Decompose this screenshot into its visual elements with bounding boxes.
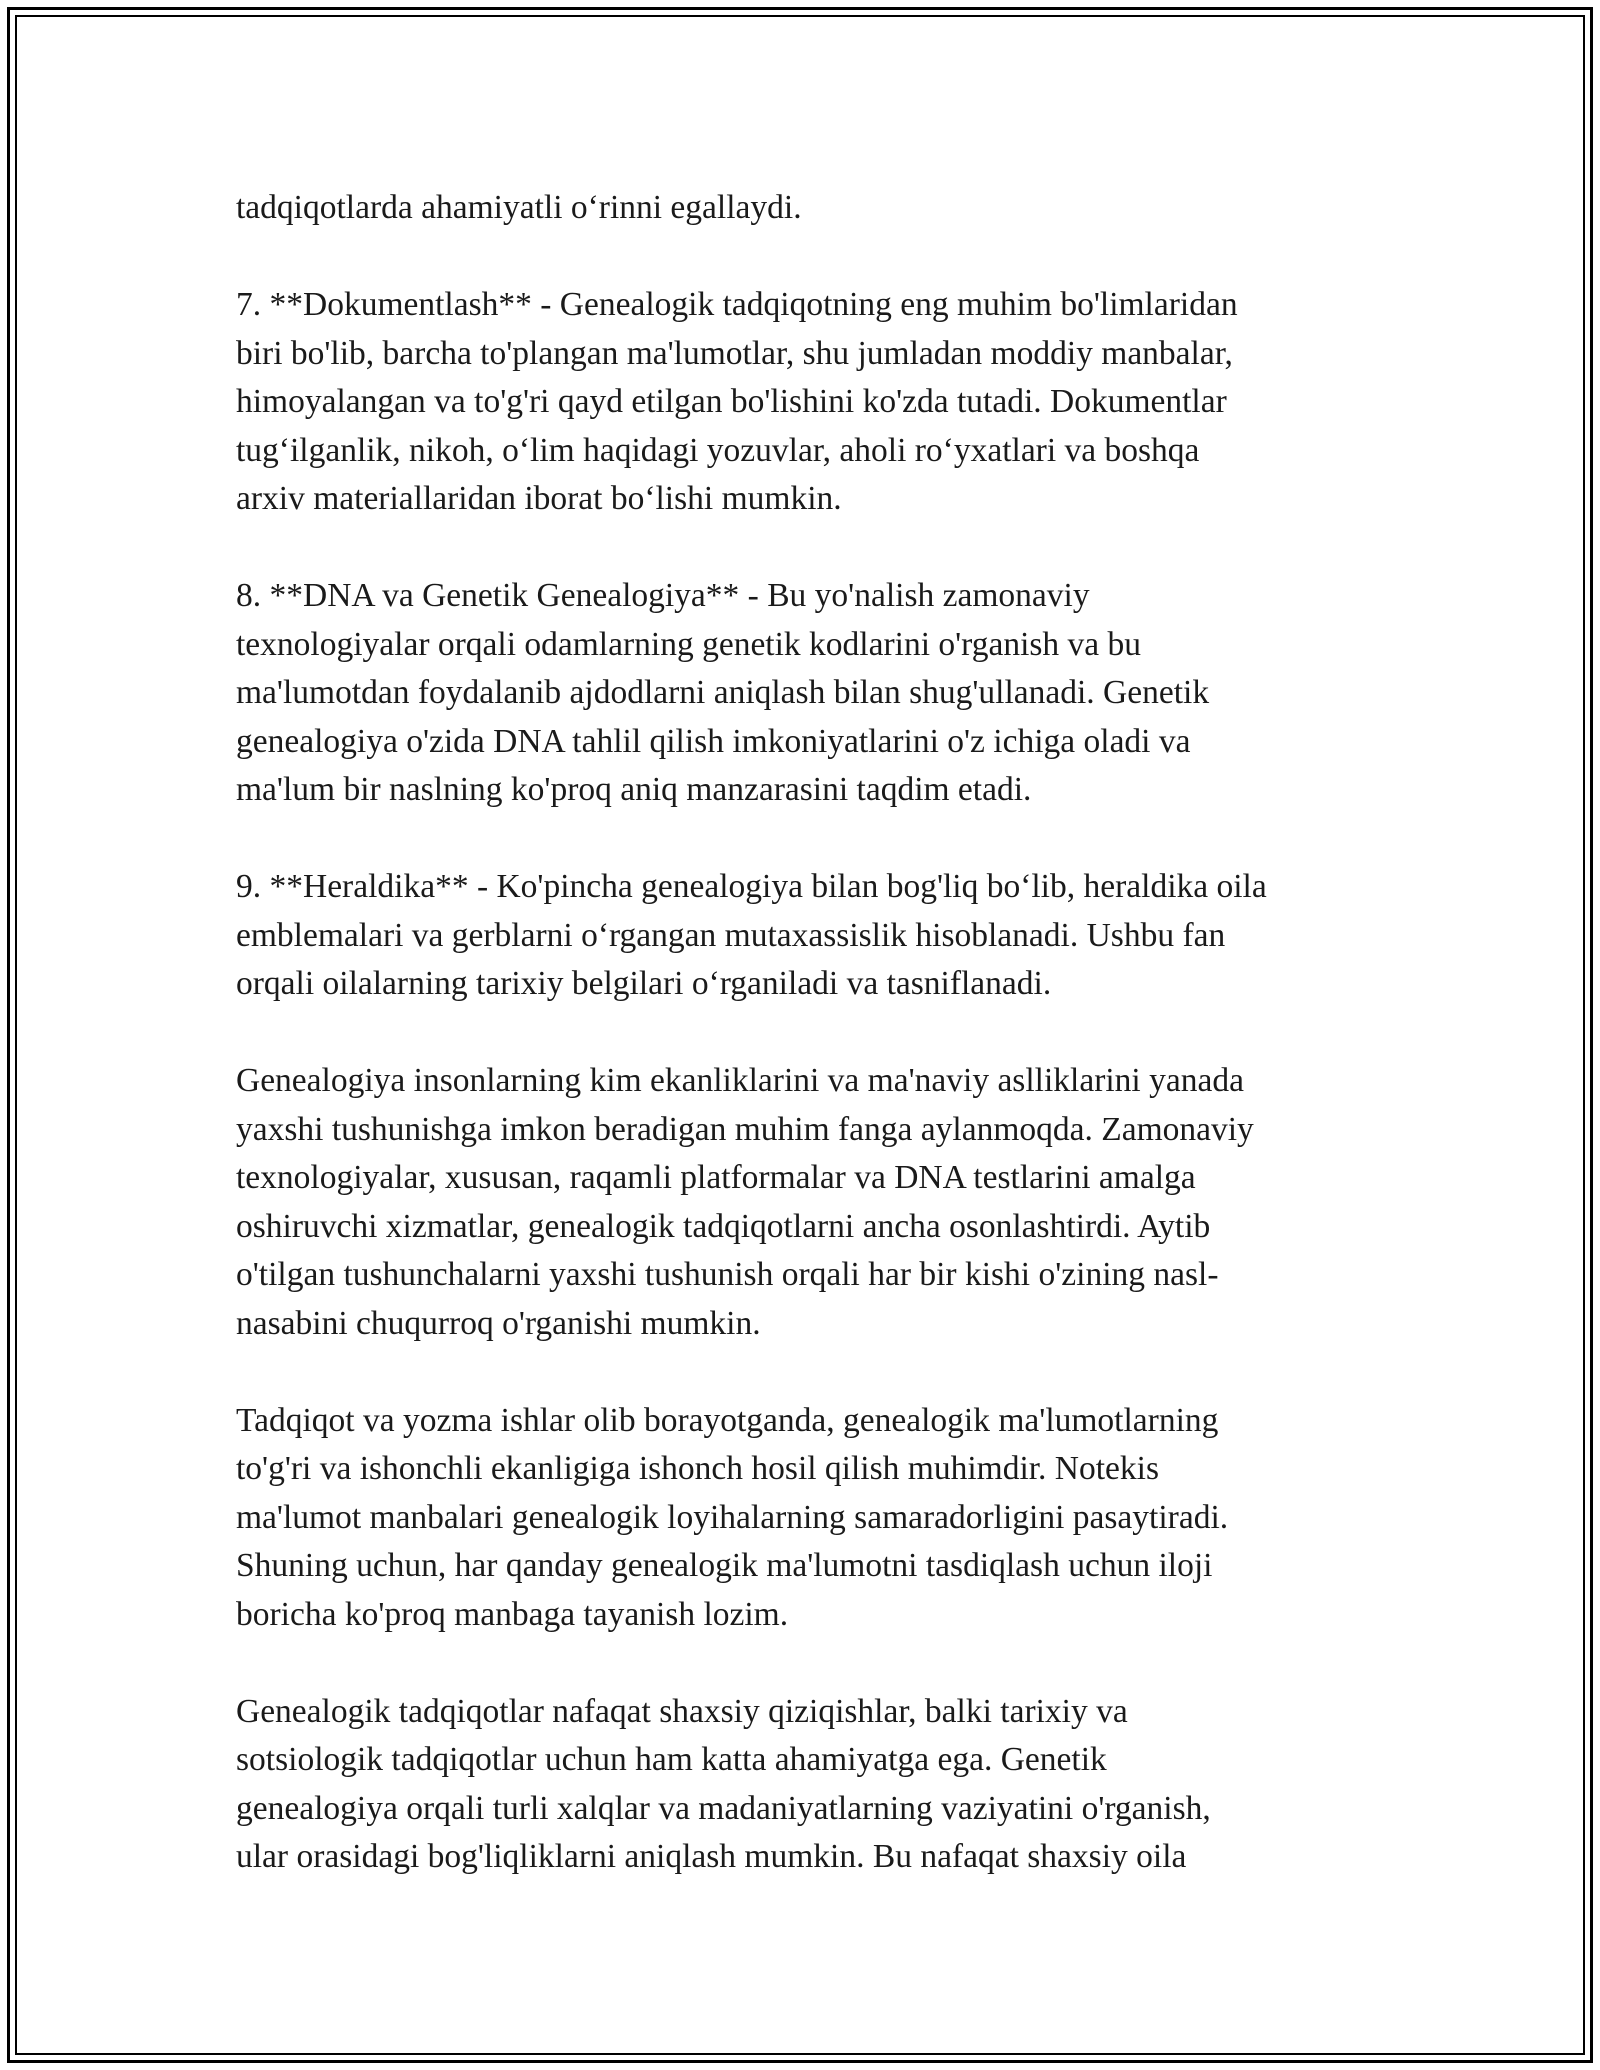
text-line: tadqiqotlarda ahamiyatli o‘rinni egallaydi. bbox=[236, 189, 802, 226]
paragraph bbox=[236, 572, 1386, 815]
text-line: sotsiologik tadqiqotlar uchun ham katta ahamiyatga ega. Genetik bbox=[236, 1741, 1107, 1778]
text-line: ma'lumotdan foydalanib ajdodlarni aniqlash bilan shug'ullanadi. Genetik bbox=[236, 674, 1210, 711]
text-line: genealogiya o'zida DNA tahlil qilish imkoniyatlarini o'z ichiga oladi va bbox=[236, 722, 1191, 760]
text-line: biri bo'lib, barcha to'plangan ma'lumotlar, shu jumladan moddiy manbalar, bbox=[236, 334, 1233, 372]
paragraph bbox=[236, 281, 1386, 524]
text-line: ma'lum bir naslning ko'proq aniq manzarasini taqdim etadi. bbox=[236, 771, 1032, 808]
text-line: Shuning uchun, har qanday genealogik ma'lumotni tasdiqlash uchun iloji bbox=[236, 1547, 1213, 1584]
text-line: genealogiya orqali turli xalqlar va madaniyatlarning vaziyatini o'rganish, bbox=[236, 1789, 1211, 1827]
text-line: ma'lumot manbalari genealogik loyihalarning samaradorligini pasaytiradi. bbox=[236, 1498, 1229, 1536]
text-line: nasabini chuqurroq o'rganishi mumkin. bbox=[236, 1304, 761, 1342]
paragraph bbox=[236, 1057, 1386, 1348]
text-line: arxiv materiallaridan iborat bo‘lishi mumkin. bbox=[236, 480, 842, 517]
text-line: texnologiyalar, xususan, raqamli platformalar va DNA testlarini amalga bbox=[236, 1159, 1196, 1196]
text-line: 9. **Heraldika** - Ko'pincha genealogiya bilan bog'liq bo‘lib, heraldika oila bbox=[236, 868, 1267, 905]
text-line: 7. **Dokumentlash** - Genealogik tadqiqotning eng muhim bo'limlaridan bbox=[236, 286, 1238, 323]
paragraph bbox=[236, 863, 1386, 1009]
text-line: Tadqiqot va yozma ishlar olib borayotganda, genealogik ma'lumotlarning bbox=[236, 1401, 1219, 1439]
text-line: 8. **DNA va Genetik Genealogiya** - Bu yo'nalish zamonaviy bbox=[236, 577, 1090, 614]
text-line: texnologiyalar orqali odamlarning genetik kodlarini o'rganish va bu bbox=[236, 625, 1142, 663]
paragraph bbox=[236, 1397, 1386, 1640]
text-line: Genealogiya insonlarning kim ekanliklarini va ma'naviy aslliklarini yanada bbox=[236, 1062, 1244, 1099]
text-line: Genealogik tadqiqotlar nafaqat shaxsiy qiziqishlar, balki tarixiy va bbox=[236, 1692, 1128, 1730]
text-line: emblemalari va gerblarni o‘rgangan mutaxassislik hisoblanadi. Ushbu fan bbox=[236, 916, 1226, 954]
document-body bbox=[236, 184, 1386, 1930]
paragraph bbox=[236, 184, 1386, 233]
text-line: orqali oilalarning tarixiy belgilari o‘rganiladi va tasniflanadi. bbox=[236, 965, 1052, 1002]
text-line: tug‘ilganlik, nikoh, o‘lim haqidagi yozuvlar, aholi ro‘yxatlari va boshqa bbox=[236, 431, 1200, 469]
text-line: ular orasidagi bog'liqliklarni aniqlash mumkin. Bu nafaqat shaxsiy oila bbox=[236, 1838, 1187, 1875]
text-line: oshiruvchi xizmatlar, genealogik tadqiqotlarni ancha osonlashtirdi. Aytib bbox=[236, 1207, 1211, 1245]
text-line: boricha ko'proq manbaga tayanish lozim. bbox=[236, 1595, 789, 1633]
text-line: yaxshi tushunishga imkon beradigan muhim fanga aylanmoqda. Zamonaviy bbox=[236, 1110, 1254, 1148]
text-line: o'tilgan tushunchalarni yaxshi tushunish orqali har bir kishi o'zining nasl- bbox=[236, 1256, 1219, 1293]
paragraph bbox=[236, 1688, 1386, 1882]
text-line: to'g'ri va ishonchli ekanligiga ishonch hosil qilish muhimdir. Notekis bbox=[236, 1450, 1160, 1487]
text-line: himoyalangan va to'g'ri qayd etilgan bo'lishini ko'zda tutadi. Dokumentlar bbox=[236, 383, 1227, 420]
